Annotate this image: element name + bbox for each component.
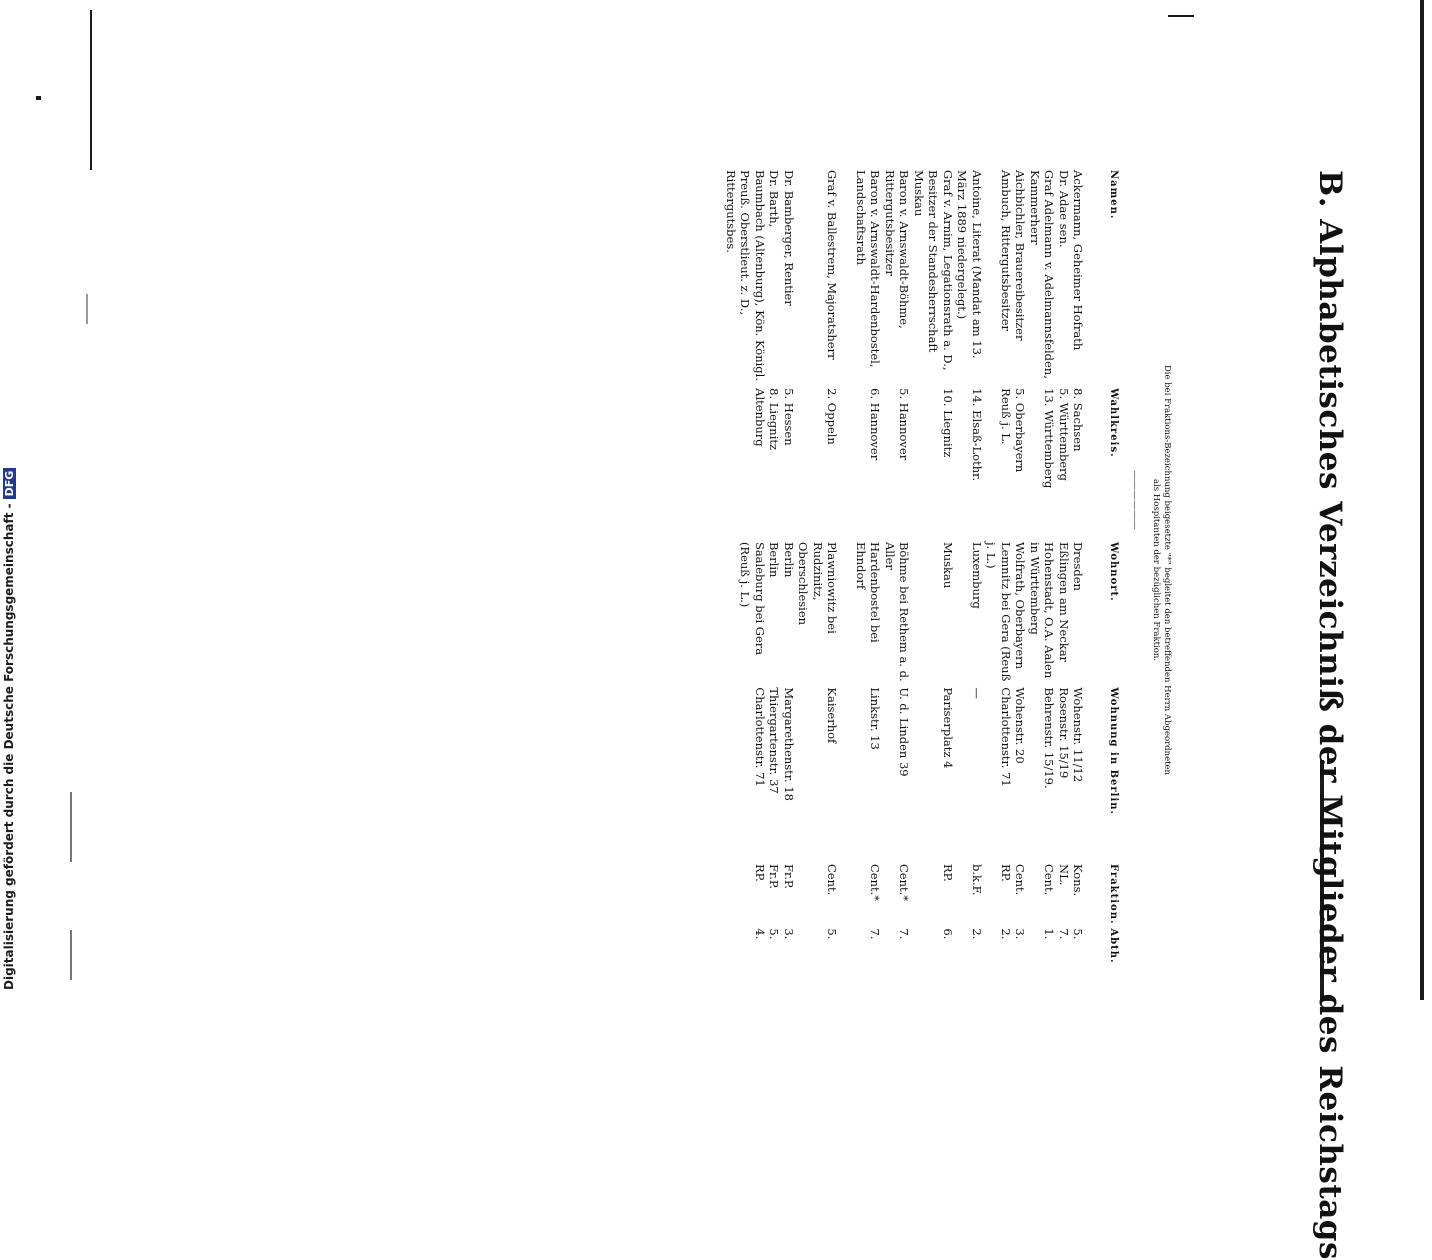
member-wohnort: Muskau (941, 541, 955, 589)
member-name: Baumbach (Altenburg), Kön. Königl. Preuß. Oberstlieut. z. D., Rittergutsbes. (724, 170, 767, 381)
member-wahlkreis: 5. Württemberg (1057, 388, 1071, 482)
scan-artifact-line (86, 294, 88, 324)
member-fraktion: Fr.P. (767, 864, 782, 889)
table-row (782, 170, 797, 970)
member-wohnort: Luxemburg (970, 541, 984, 609)
member-name: Antoine, Literat (Mandat am 13. März 1889 niedergelegt.) (955, 170, 984, 359)
table-row (854, 170, 883, 970)
member-fraktion: Cent.* (868, 864, 883, 902)
member-fraktion: RP. (999, 864, 1013, 882)
member-abtheilung: 3. (782, 928, 796, 940)
member-name: Dr. Adae sen. (1057, 170, 1071, 248)
table-row (955, 170, 984, 970)
member-abtheilung: 5. (767, 928, 782, 940)
column-header-name: Namen. (1108, 170, 1119, 220)
member-name: Dr. Barth, (767, 170, 782, 228)
member-fraktion: RP. (941, 864, 955, 882)
table-row (1028, 170, 1057, 970)
member-fraktion: Cent. (1042, 864, 1057, 896)
table-row (1013, 170, 1028, 970)
member-berlin-address: Behrenstr. 15/19. (1042, 687, 1057, 789)
scan-artifact-dash (1168, 15, 1194, 17)
member-wahlkreis: 8. Sachsen (1071, 388, 1086, 452)
note-line-2: als Hospitanten der bezüglichen Fraktion. (1151, 478, 1161, 662)
scan-artifact-line (70, 930, 72, 980)
member-wahlkreis: 5. Hessen (782, 388, 796, 446)
member-abtheilung: 7. (868, 928, 883, 940)
member-wohnort: Berlin (782, 541, 796, 578)
page-title: B. Alphabetisches Verzeichniß der Mitglieder des Reichstags (1312, 170, 1348, 1260)
member-berlin-address: U. d. Linden 39 (897, 687, 912, 777)
separator-dash: —————— (1129, 470, 1140, 530)
member-fraktion: Kons. (1071, 864, 1086, 897)
member-fraktion: Fr.P. (782, 864, 796, 889)
gap-cell (840, 170, 854, 970)
attribution-text (2, 468, 16, 990)
member-name: Ambuch, Rittergutsbesitzer (999, 170, 1013, 332)
member-wahlkreis: Reuß j. L. (999, 388, 1013, 445)
table-row (984, 170, 1013, 970)
member-berlin-address: Thiergartenstr. 37 (767, 687, 782, 794)
member-wohnort: Hohenstadt, O.A. Aalen in Württemberg (1028, 541, 1057, 679)
member-name: Graf v. Ballestrem, Majoratsherr (825, 170, 840, 360)
member-wohnort: Lemnitz bei Gera (Reuß j. L.) (984, 541, 1013, 682)
member-wahlkreis: 10. Liegnitz (941, 388, 955, 458)
member-berlin-address: Pariserplatz 4 (941, 687, 955, 769)
member-wahlkreis: Altenburg (753, 388, 767, 447)
member-wahlkreis: 6. Hannover (868, 388, 883, 461)
column-header-wohnort: Wohnort. (1108, 541, 1119, 602)
member-berlin-address: Linkstr. 13 (868, 687, 883, 750)
member-wohnort: Hardenbostel bei Ehndorf (854, 541, 883, 643)
members-table (724, 170, 1121, 970)
table-row (912, 170, 956, 970)
dfg-logo-icon: DFG (3, 468, 16, 500)
member-name: Graf Adelmann v. Adelmannsfelden, Kammerherr (1028, 170, 1057, 379)
column-header-abtheilung: Abth. (1108, 928, 1119, 964)
footnote-note (1150, 200, 1172, 940)
member-berlin-address: Margarethenstr. 18 (782, 687, 796, 801)
table-row (1071, 170, 1086, 970)
table-row (767, 170, 782, 970)
member-abtheilung: 1. (1042, 928, 1057, 940)
member-fraktion: Cent. (1013, 864, 1028, 896)
member-wahlkreis: 2. Oppeln (825, 388, 840, 445)
table-row (724, 170, 768, 970)
member-name: Graf v. Arnim, Legationsrath a. D., Besitzer der Standesherrschaft Muskau (912, 170, 955, 371)
member-wohnort: Berlin (767, 541, 782, 578)
member-abtheilung: 7. (897, 928, 912, 940)
member-name: Baron v. Arnswaldt-Hardenbostel, Landschaftsrath (854, 170, 883, 368)
member-abtheilung: 4. (753, 928, 767, 940)
table-row (796, 170, 840, 970)
member-berlin-address: Charlottenstr. 71 (753, 687, 767, 787)
member-wohnort: Plawniowitz bei Rudzinitz, Oberschlesien (796, 541, 840, 634)
member-berlin-address: Charlottenstr. 71 (999, 687, 1013, 787)
member-wohnort: Eßlingen am Neckar (1057, 541, 1071, 663)
attribution-label: Digitalisierung gefördert durch die Deutsche Forschungsgemeinschaft - (2, 503, 16, 990)
member-wahlkreis: 14. Elsaß-Lothr. (970, 388, 984, 481)
member-abtheilung: 6. (941, 928, 955, 940)
member-fraktion: Cent.* (897, 864, 912, 902)
scan-artifact-dot (36, 96, 41, 100)
member-fraktion: b.k.F. (970, 864, 984, 896)
member-abtheilung: 3. (1013, 928, 1028, 940)
member-wohnort: Dresden (1071, 541, 1086, 591)
note-line-1: Die bei Fraktions-Bezeichnung beigesetzte "*" begleitet den betreffenden Herrn Abgeordneten (1162, 364, 1172, 776)
member-fraktion: NL. (1057, 864, 1071, 886)
column-header-fraktion: Fraktion. (1108, 864, 1119, 925)
member-name: Ackermann, Geheimer Hofrath (1071, 170, 1086, 351)
member-berlin-address: Kaiserhof (825, 687, 840, 744)
member-wohnort: Wolfrath, Oberbayern (1013, 541, 1028, 670)
members-table-body (724, 170, 1086, 970)
letter-group-gap (840, 170, 854, 970)
member-name: Dr. Bamberger, Rentier (782, 170, 796, 306)
member-abtheilung: 7. (1057, 928, 1071, 940)
column-header-berlin: Wohnung in Berlin. (1108, 687, 1119, 816)
member-abtheilung: 2. (970, 928, 984, 940)
member-berlin-address: Rosenstr. 15/19 (1057, 687, 1071, 779)
member-berlin-address: — (970, 687, 984, 699)
member-wahlkreis: 5. Oberbayern (1013, 388, 1028, 473)
member-wahlkreis: 8. Liegnitz (767, 388, 782, 451)
scan-artifact-line (90, 10, 92, 170)
member-name: Baron v. Arnswaldt-Böhme, Rittergutsbesitzer (883, 170, 912, 329)
scan-page-edge (1420, 0, 1424, 1000)
table-row (1057, 170, 1072, 970)
member-berlin-address: Wohenstr. 20 (1013, 687, 1028, 764)
member-fraktion: RP. (753, 864, 767, 882)
member-wohnort: Böhme bei Rethem a. d. Aller (883, 541, 912, 682)
column-header-wahlkreis: Wahlkreis. (1108, 388, 1119, 458)
table-row (883, 170, 912, 970)
member-wohnort: Saaleburg bei Gera (Reuß j. L.) (738, 541, 767, 656)
member-abtheilung: 2. (999, 928, 1013, 940)
member-berlin-address: Wohenstr. 11/12 (1071, 687, 1086, 783)
member-abtheilung: 5. (825, 928, 840, 940)
table-header-row (1086, 170, 1121, 970)
scan-artifact-line (70, 792, 72, 862)
member-fraktion: Cent. (825, 864, 840, 896)
member-wahlkreis: 13. Württemberg (1042, 388, 1057, 489)
member-name: Aichbichler, Brauereibesitzer (1013, 170, 1028, 341)
attribution-sidebar (0, 0, 22, 1000)
member-abtheilung: 5. (1071, 928, 1086, 940)
scanned-page (410, 170, 1350, 1260)
member-wahlkreis: 5. Hannover (897, 388, 912, 461)
